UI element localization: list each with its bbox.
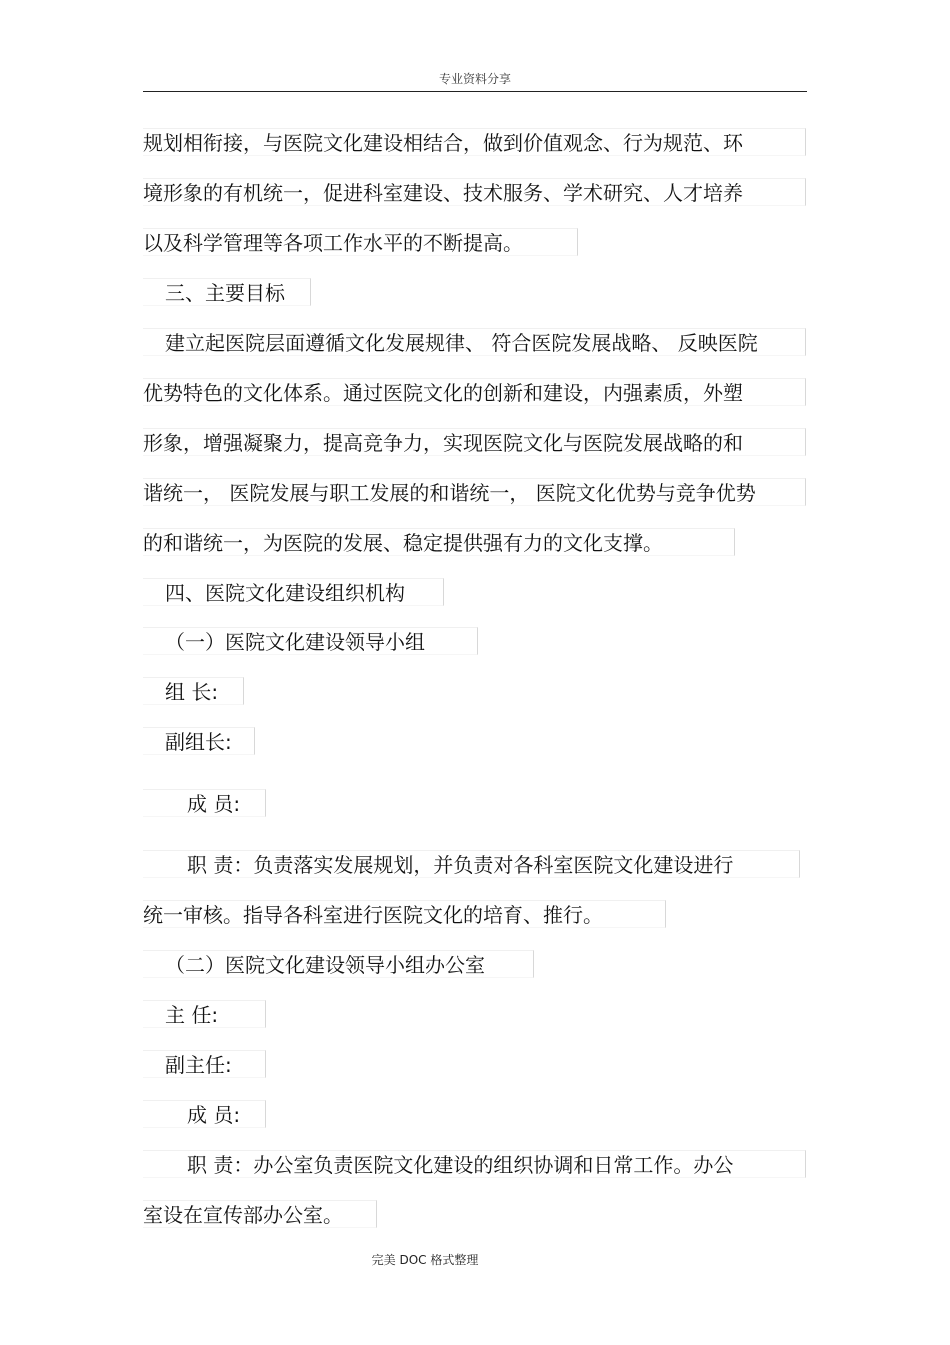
role-line bbox=[143, 677, 244, 705]
paragraph-line bbox=[143, 900, 666, 928]
role-label: 成 员: bbox=[187, 1103, 241, 1127]
role-label: 主 任: bbox=[165, 1003, 219, 1027]
section-heading-text: 三、主要目标 bbox=[165, 281, 285, 305]
paragraph-line bbox=[143, 228, 578, 256]
paragraph-line bbox=[143, 178, 806, 206]
role-line bbox=[143, 1100, 266, 1128]
section-heading bbox=[143, 578, 444, 606]
subsection-heading-text: （一）医院文化建设领导小组 bbox=[165, 630, 425, 654]
paragraph-text: 的和谐统一，为医院的发展、稳定提供强有力的文化支撑。 bbox=[143, 531, 663, 555]
paragraph-text: 形象，增强凝聚力，提高竞争力，实现医院文化与医院发展战略的和 bbox=[143, 431, 743, 455]
section-heading bbox=[143, 278, 311, 306]
paragraph-line bbox=[143, 378, 806, 406]
role-label: 副组长: bbox=[165, 730, 232, 754]
role-line bbox=[143, 727, 255, 755]
page-header: 专业资料分享 bbox=[438, 72, 511, 86]
paragraph-text: 室设在宣传部办公室。 bbox=[143, 1203, 343, 1227]
paragraph-line bbox=[143, 328, 806, 356]
subsection-heading-text: （二）医院文化建设领导小组办公室 bbox=[165, 953, 485, 977]
paragraph-line bbox=[143, 1150, 806, 1178]
paragraph-line bbox=[143, 1200, 377, 1228]
role-label: 成 员: bbox=[187, 792, 241, 816]
paragraph-line bbox=[143, 428, 806, 456]
paragraph-text: 境形象的有机统一，促进科室建设、技术服务、学术研究、人才培养 bbox=[143, 181, 743, 205]
role-label: 副主任: bbox=[165, 1053, 232, 1077]
subsection-heading bbox=[143, 950, 534, 978]
section-heading-text: 四、医院文化建设组织机构 bbox=[165, 581, 405, 605]
role-line bbox=[143, 789, 266, 817]
paragraph-line bbox=[143, 128, 806, 156]
paragraph-text: 职 责：办公室负责医院文化建设的组织协调和日常工作。办公 bbox=[187, 1153, 734, 1177]
paragraph-text: 统一审核。指导各科室进行医院文化的培育、推行。 bbox=[143, 903, 603, 927]
header-rule bbox=[143, 91, 807, 92]
role-line bbox=[143, 1000, 266, 1028]
paragraph-line bbox=[143, 528, 735, 556]
paragraph-text: 建立起医院层面遵循文化发展规律、 符合医院发展战略、 反映医院 bbox=[165, 331, 758, 355]
paragraph-line bbox=[143, 850, 800, 878]
paragraph-text: 以及科学管理等各项工作水平的不断提高。 bbox=[143, 231, 523, 255]
subsection-heading bbox=[143, 627, 478, 655]
role-label: 组 长: bbox=[165, 680, 219, 704]
paragraph-line bbox=[143, 478, 806, 506]
page-footer: 完美 DOC 格式整理 bbox=[371, 1253, 479, 1267]
paragraph-text: 规划相衔接，与医院文化建设相结合，做到价值观念、行为规范、环 bbox=[143, 131, 743, 155]
paragraph-text: 职 责：负责落实发展规划，并负责对各科室医院文化建设进行 bbox=[187, 853, 734, 877]
paragraph-text: 优势特色的文化体系。通过医院文化的创新和建设，内强素质，外塑 bbox=[143, 381, 743, 405]
paragraph-text: 谐统一， 医院发展与职工发展的和谐统一， 医院文化优势与竞争优势 bbox=[143, 481, 756, 505]
role-line bbox=[143, 1050, 266, 1078]
